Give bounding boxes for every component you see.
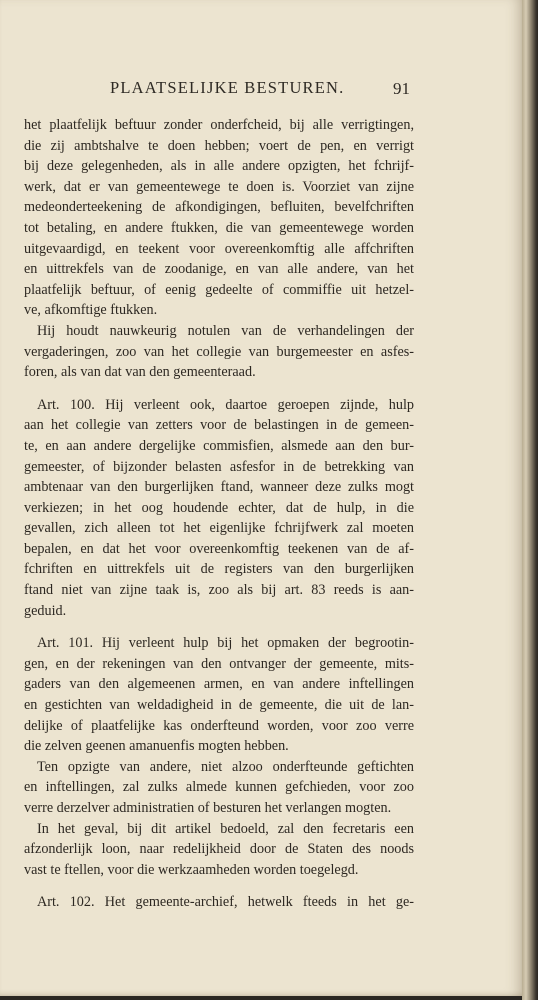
page-number: 91 xyxy=(393,79,410,98)
text-line: medeonderteekening de afkondigingen, befluiten, bevelfchriften xyxy=(24,199,414,216)
text-line: verkiezen; in het oog houdende echter, dat de hulp, in die xyxy=(24,499,414,516)
text-line: fchriften en uittrekfels uit de registers van den burgerlijken xyxy=(24,561,414,578)
text-line: gen, en der rekeningen van den ontvanger der gemeente, mits- xyxy=(24,655,414,672)
text-line: het plaatfelijk beftuur zonder onderfcheid, bij alle verrigtingen, xyxy=(24,117,414,133)
text-line: werk, dat er van gemeentewege te doen is. Voorziet van zijne xyxy=(24,178,414,195)
text-line: afzonderlijk loon, naar redelijkheid door de Staten des noods xyxy=(24,841,414,858)
book-page-edge xyxy=(522,0,538,1000)
text-line: Hij houdt nauwkeurig notulen van de verhandelingen der xyxy=(37,322,414,339)
running-title: PLAATSELIJKE BESTUREN. xyxy=(110,78,345,97)
text-line: vergaderingen, zoo van het collegie van burgemeester en asfes- xyxy=(24,343,414,360)
text-line: Ten opzigte van andere, niet alzoo onderfteunde geftichten xyxy=(37,758,414,775)
body-text xyxy=(24,115,414,913)
text-line: geduid. xyxy=(24,602,67,619)
page-header xyxy=(0,78,522,102)
text-line: uitgevaardigd, en teekent voor overeenkomftig alle affchriften xyxy=(24,240,414,257)
text-line: gaders van den algemeenen armen, en van andere inftellingen xyxy=(24,676,414,693)
text-line: gemeester, of bijzonder belasten asfesfor in de betrekking van xyxy=(24,458,414,475)
text-line: In het geval, bij dit artikel bedoeld, zal den fecretaris een xyxy=(37,820,414,837)
text-line: foren, als van dat van den gemeenteraad. xyxy=(24,364,256,381)
text-line: te, en aan andere dergelijke commisfien, alsmede aan den bur- xyxy=(24,437,414,454)
text-line: die zelven geenen amanuenfis mogten hebben. xyxy=(24,738,289,755)
text-line: ve, afkomftige ftukken. xyxy=(24,302,158,319)
text-line: bepalen, en dat het voor overeenkomftig teekenen van de af- xyxy=(24,540,414,557)
article-100-start: Art. 100. Hij verleent ook, daartoe geroepen zijnde, hulp xyxy=(37,396,414,413)
paragraph-gap xyxy=(24,383,414,395)
text-line: bij deze gelegenheden, als in alle andere opzigten, het fchrijf- xyxy=(24,158,414,175)
text-line: vast te ftellen, voor die werkzaamheden worden toegelegd. xyxy=(24,861,359,878)
text-line: plaatfelijk beftuur, of eenig gedeelte of commiffie uit hetzel- xyxy=(24,281,414,298)
text-line: en gestichten van weldadigheid in de gemeente, die uit de lan- xyxy=(24,697,414,714)
article-102-start: Art. 102. Het gemeente-archief, hetwelk fteeds in het ge- xyxy=(37,894,414,911)
text-line: gevallen, zich alleen tot het eigenlijke fchrijfwerk zal moeten xyxy=(24,520,414,537)
text-line: en inftellingen, zal zulks almede kunnen gefchieden, voor zoo xyxy=(24,779,414,796)
text-line: ambtenaar van den burgerlijken ftand, wanneer deze zulks mogt xyxy=(24,479,414,496)
article-101-start: Art. 101. Hij verleent hulp bij het opmaken der begrootin- xyxy=(37,635,414,652)
text-line: aan het collegie van zetters voor de belastingen in de gemeen- xyxy=(24,417,414,434)
text-line: tot betaling, en andere ftukken, die van gemeentewege worden xyxy=(24,219,414,236)
text-line: ftand niet van zijne taak is, zoo als bij art. 83 reeds is aan- xyxy=(24,582,414,599)
text-line: verre derzelver administratien of besturen het verlangen mogten. xyxy=(24,800,392,816)
text-line: die zij ambtshalve te doen hebben; voert de pen, en verrigt xyxy=(24,137,414,154)
paragraph-gap xyxy=(24,880,414,892)
paragraph-gap xyxy=(24,621,414,633)
text-line: en uittrekfels van de zoodanige, en van alle andere, van het xyxy=(24,261,414,278)
text-line: delijke of plaatfelijke kas onderfteund worden, voor zoo verre xyxy=(24,717,414,734)
